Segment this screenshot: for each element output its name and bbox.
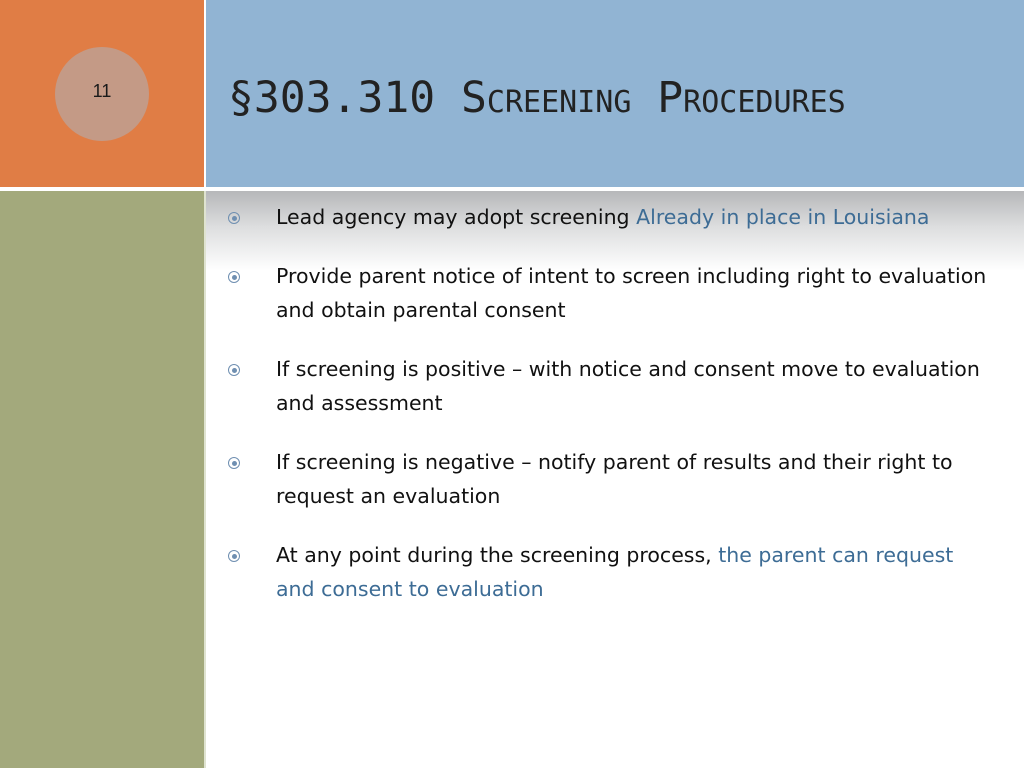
bullet-text: If screening is positive – with notice and consent move to evaluation and assessment: [276, 357, 980, 415]
page-number-badge: [55, 47, 149, 141]
target-bullet-icon: [228, 212, 240, 224]
bullet-item: [228, 259, 988, 327]
sidebar-panel: [0, 191, 204, 768]
target-bullet-icon: [228, 550, 240, 562]
bullet-text: Lead agency may adopt screening: [276, 205, 637, 229]
bullet-text: At any point during the screening process,: [276, 543, 719, 567]
bullet-text: If screening is negative – notify parent of results and their right to request an evaluation: [276, 450, 953, 508]
target-bullet-icon: [228, 457, 240, 469]
target-bullet-icon: [228, 271, 240, 283]
bullet-item: [228, 445, 988, 513]
slide-title: [228, 70, 846, 126]
bullet-highlight: the parent can request and consent to evaluation: [276, 543, 954, 601]
bullet-item: [228, 352, 988, 420]
bullet-item: [228, 538, 988, 606]
sidebar-edge: [204, 191, 206, 768]
bullet-highlight: Already in place in Louisiana: [636, 205, 930, 229]
bullet-item: [228, 200, 988, 234]
bullet-text: Provide parent notice of intent to screen including right to evaluation and obtain parental consent: [276, 264, 987, 322]
bullet-list: [228, 200, 988, 631]
page-number: 11: [92, 81, 112, 101]
title-prefix: §303.310 S: [228, 73, 487, 123]
target-bullet-icon: [228, 364, 240, 376]
title-rest: creening Procedures: [486, 73, 846, 123]
